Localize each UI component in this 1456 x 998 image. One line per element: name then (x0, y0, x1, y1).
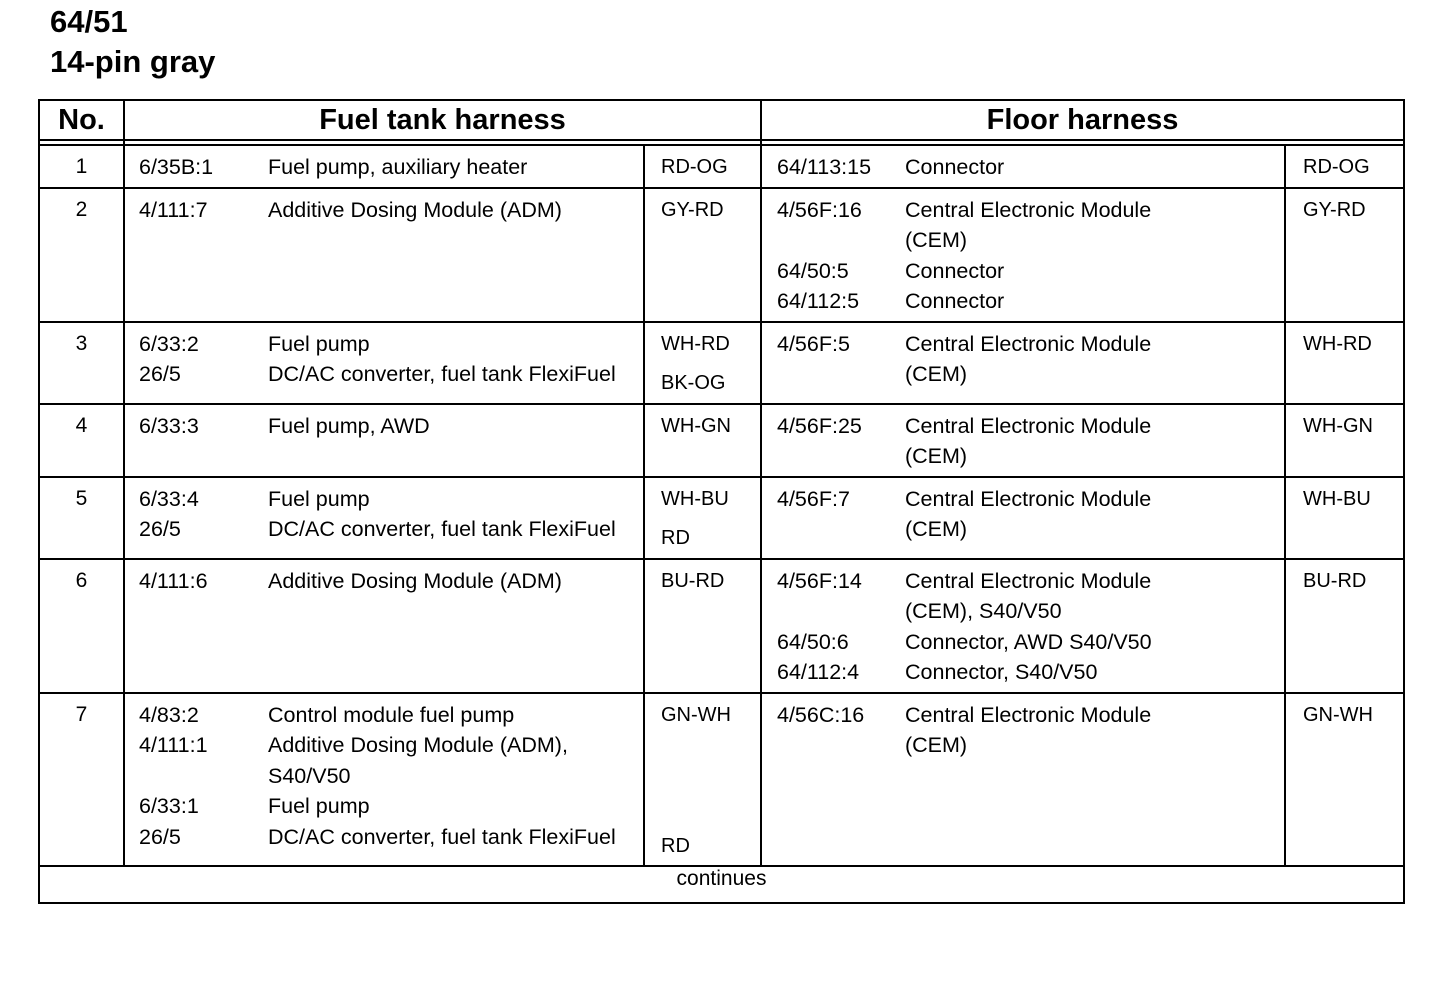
header-row (39, 100, 1404, 140)
wire-color: RD (661, 527, 690, 549)
row-number-text: 4 (75, 413, 88, 437)
fuel-component-desc: Fuel pump (268, 331, 370, 356)
fuel-wire-colors (644, 404, 761, 477)
wire-color: WH-GN (1303, 414, 1373, 437)
fuel-component-code: 4/111:6 (139, 568, 208, 593)
fuel-entry (125, 359, 643, 390)
fuel-component-code: 4/111:1 (139, 733, 208, 757)
floor-component-code: 4/56F:16 (777, 197, 862, 222)
fuel-component-desc: Control module fuel pump (268, 702, 515, 727)
row-number (39, 477, 124, 559)
floor-wire-color (1285, 477, 1404, 559)
floor-component-code: 64/113:15 (777, 155, 872, 179)
connector-description: 14-pin gray (50, 44, 216, 79)
header-no: No. (39, 100, 124, 140)
table-row (39, 404, 1404, 477)
row-number (39, 188, 124, 322)
fuel-entry (125, 822, 643, 853)
row-number-text: 6 (75, 568, 88, 592)
row-number-text: 5 (75, 486, 88, 510)
table-row (39, 559, 1404, 693)
floor-entry (762, 566, 1284, 627)
wire-color: RD-OG (661, 156, 728, 178)
floor-wire-color (1285, 404, 1404, 477)
floor-wire-color (1285, 693, 1404, 867)
floor-entry (762, 256, 1284, 287)
fuel-component-code: 26/5 (139, 517, 181, 541)
fuel-entry (125, 195, 643, 226)
floor-entry (762, 657, 1284, 688)
floor-component-desc: Connector (905, 258, 1005, 283)
floor-entry (762, 700, 1284, 761)
fuel-component-code: 26/5 (139, 824, 181, 849)
fuel-tank-entries (124, 559, 644, 693)
wire-color: WH-RD (1303, 332, 1372, 355)
floor-entries (761, 477, 1285, 559)
floor-component-desc: Connector, AWD S40/V50 (905, 629, 1152, 654)
floor-entry (762, 329, 1284, 390)
floor-entries (761, 404, 1285, 477)
floor-component-code: 4/56F:14 (777, 568, 862, 593)
table-row (39, 188, 1404, 322)
floor-component-desc: Connector, S40/V50 (905, 660, 1098, 684)
fuel-entry (125, 730, 643, 791)
row-number (39, 145, 124, 188)
fuel-wire-colors (644, 188, 761, 322)
wire-color: WH-GN (661, 414, 731, 437)
row-number-text: 7 (75, 702, 88, 726)
fuel-component-code: 4/83:2 (139, 702, 199, 727)
fuel-tank-entries (124, 404, 644, 477)
floor-wire-color (1285, 322, 1404, 404)
footer-row (39, 866, 1404, 903)
connector-id: 64/51 (50, 4, 128, 39)
fuel-entry (125, 514, 643, 545)
floor-entry (762, 286, 1284, 317)
fuel-component-code: 6/33:4 (139, 486, 199, 511)
fuel-tank-entries (124, 322, 644, 404)
floor-entries (761, 322, 1285, 404)
floor-wire-color (1285, 559, 1404, 693)
wire-color: BK-OG (661, 372, 726, 394)
row-number-text: 1 (75, 155, 88, 178)
fuel-entry (125, 484, 643, 515)
row-number-text: 3 (75, 331, 88, 355)
floor-component-desc: Central Electronic Module (CEM), S40/V50 (905, 568, 1152, 623)
table-row (39, 477, 1404, 559)
floor-component-desc: Connector (905, 289, 1005, 313)
fuel-component-code: 26/5 (139, 362, 181, 386)
floor-component-desc: Central Electronic Module (CEM) (905, 486, 1152, 541)
row-number (39, 693, 124, 867)
floor-entry (762, 411, 1284, 472)
row-number-text: 2 (75, 197, 88, 221)
floor-component-code: 64/112:4 (777, 660, 860, 684)
header-floor-harness: Floor harness (761, 100, 1404, 140)
fuel-wire-colors (644, 322, 761, 404)
fuel-component-desc: DC/AC converter, fuel tank FlexiFuel (268, 362, 616, 386)
wire-color: GY-RD (1303, 198, 1366, 221)
floor-component-code: 64/112:5 (777, 289, 860, 313)
fuel-entry (125, 411, 643, 442)
wire-color: RD (661, 834, 690, 857)
floor-component-code: 4/56F:25 (777, 413, 862, 438)
fuel-component-desc: Additive Dosing Module (ADM), S40/V50 (268, 733, 568, 788)
table-row (39, 693, 1404, 867)
fuel-component-desc: DC/AC converter, fuel tank FlexiFuel (268, 517, 616, 541)
fuel-component-desc: Fuel pump (268, 486, 370, 511)
fuel-entry (125, 152, 643, 183)
fuel-component-desc: Fuel pump (268, 794, 370, 818)
fuel-component-desc: Additive Dosing Module (ADM) (268, 197, 562, 222)
floor-component-code: 4/56F:5 (777, 331, 850, 356)
floor-entries (761, 559, 1285, 693)
fuel-entry (125, 329, 643, 360)
wire-color: BU-RD (661, 569, 725, 592)
floor-wire-color (1285, 188, 1404, 322)
floor-component-desc: Central Electronic Module (CEM) (905, 197, 1152, 252)
continues-note: continues (39, 866, 1404, 903)
floor-component-desc: Central Electronic Module (CEM) (905, 702, 1152, 757)
wire-color: BU-RD (1303, 569, 1367, 592)
fuel-entry (125, 791, 643, 822)
wire-color: RD-OG (1303, 156, 1370, 178)
fuel-component-desc: Additive Dosing Module (ADM) (268, 568, 562, 593)
floor-entry (762, 195, 1284, 256)
row-number (39, 322, 124, 404)
table-row (39, 322, 1404, 404)
floor-component-desc: Central Electronic Module (CEM) (905, 413, 1152, 468)
row-number (39, 404, 124, 477)
floor-component-code: 64/50:5 (777, 258, 849, 283)
table-row (39, 145, 1404, 188)
fuel-component-desc: DC/AC converter, fuel tank FlexiFuel (268, 824, 616, 849)
wire-color: WH-BU (1303, 487, 1371, 510)
fuel-tank-entries (124, 188, 644, 322)
fuel-entry (125, 700, 643, 731)
floor-component-code: 4/56F:7 (777, 486, 850, 511)
fuel-wire-colors (644, 477, 761, 559)
floor-entries (761, 693, 1285, 867)
row-number (39, 559, 124, 693)
floor-component-desc: Connector (905, 155, 1005, 179)
wire-color: WH-BU (661, 487, 729, 510)
floor-wire-color (1285, 145, 1404, 188)
floor-component-code: 4/56C:16 (777, 702, 865, 727)
floor-entry (762, 152, 1284, 183)
fuel-entry (125, 566, 643, 597)
floor-component-desc: Central Electronic Module (CEM) (905, 331, 1152, 386)
fuel-component-code: 6/33:2 (139, 331, 199, 356)
floor-entries (761, 188, 1285, 322)
fuel-component-code: 6/33:3 (139, 413, 199, 438)
fuel-tank-entries (124, 477, 644, 559)
fuel-component-desc: Fuel pump, AWD (268, 413, 430, 438)
fuel-component-code: 4/111:7 (139, 197, 208, 222)
floor-entry (762, 484, 1284, 545)
fuel-wire-colors (644, 559, 761, 693)
fuel-tank-entries (124, 145, 644, 188)
fuel-component-code: 6/35B:1 (139, 155, 214, 179)
wire-color: WH-RD (661, 332, 730, 355)
wire-color: GN-WH (661, 703, 731, 726)
floor-entries (761, 145, 1285, 188)
floor-component-code: 64/50:6 (777, 629, 849, 654)
fuel-component-desc: Fuel pump, auxiliary heater (268, 155, 528, 179)
fuel-tank-entries (124, 693, 644, 867)
wiring-table (38, 99, 1405, 904)
wire-color: GN-WH (1303, 703, 1373, 726)
floor-entry (762, 627, 1284, 658)
fuel-wire-colors (644, 145, 761, 188)
fuel-component-code: 6/33:1 (139, 794, 199, 818)
header-fuel-tank-harness: Fuel tank harness (124, 100, 761, 140)
wire-color: GY-RD (661, 198, 724, 221)
fuel-wire-colors (644, 693, 761, 867)
